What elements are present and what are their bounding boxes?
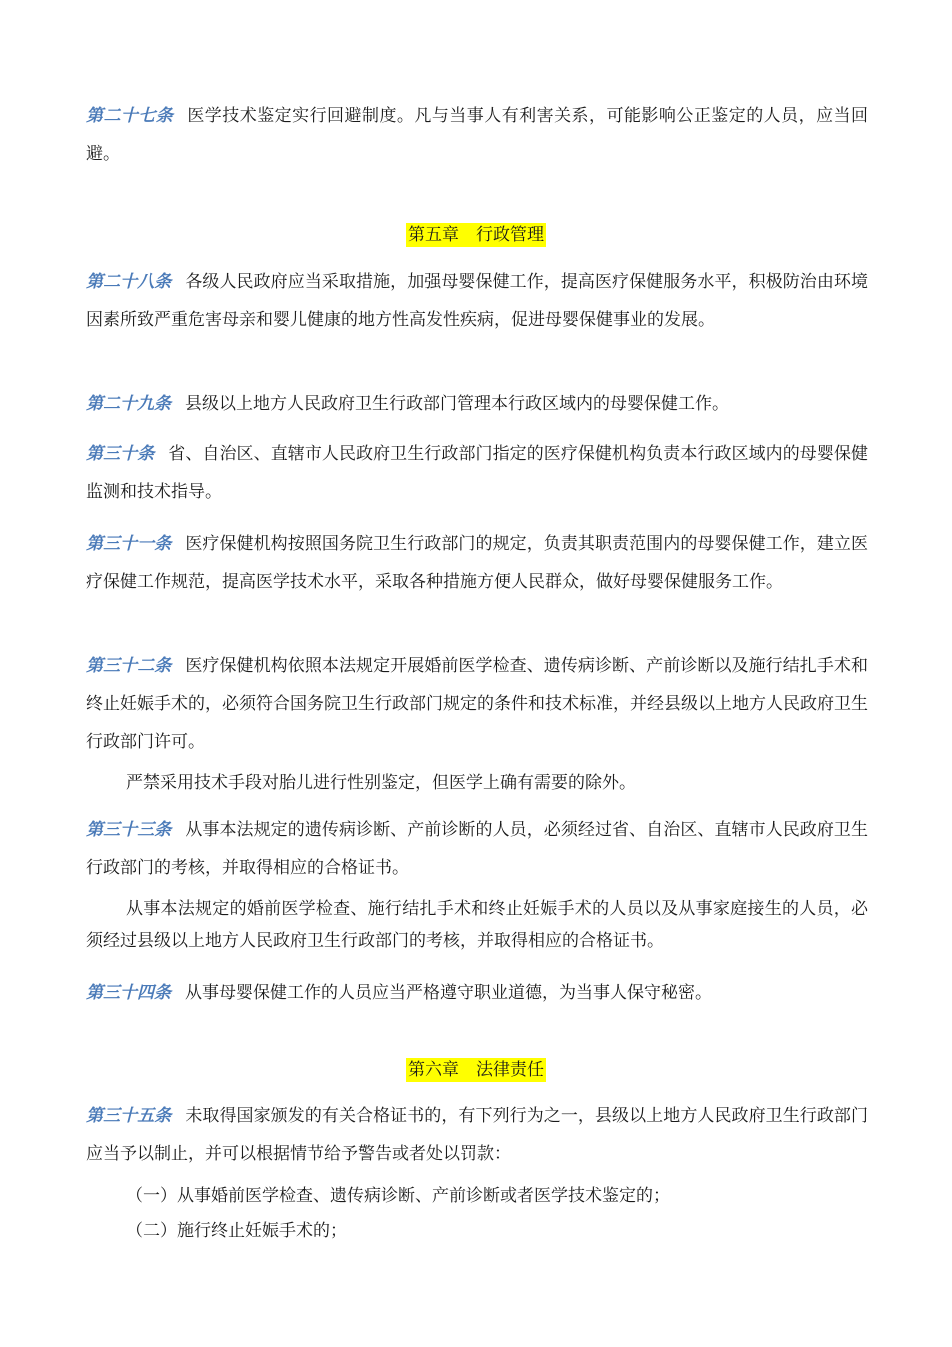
- chapter-heading-6: [0, 1057, 952, 1083]
- article-number: 第二十九条: [86, 394, 171, 414]
- article-35: [86, 1097, 868, 1173]
- article-text: 医学技术鉴定实行回避制度。凡与当事人有利害关系，可能影响公正鉴定的人员，应当回避。: [86, 106, 869, 164]
- article-32-paragraph-2: 严禁采用技术手段对胎儿进行性别鉴定，但医学上确有需要的除外。: [126, 773, 636, 793]
- article-33: [86, 811, 868, 887]
- article-32: [86, 647, 868, 761]
- article-35-item-2: （二）施行终止妊娠手术的；: [126, 1221, 347, 1241]
- article-number: 第三十五条: [86, 1106, 172, 1126]
- chapter-title: 第五章 行政管理: [408, 225, 544, 245]
- article-number: 第三十条: [86, 444, 155, 464]
- article-text: 县级以上地方人民政府卫生行政部门管理本行政区域内的母婴保健工作。: [185, 394, 729, 414]
- article-text: 医疗保健机构依照本法规定开展婚前医学检查、遗传病诊断、产前诊断以及施行结扎手术和终止妊娠手术的，必须符合国务院卫生行政部门规定的条件和技术标准，并经县级以上地方人民政府卫生行政部门许可。: [86, 656, 869, 752]
- article-text: 省、自治区、直辖市人民政府卫生行政部门指定的医疗保健机构负责本行政区域内的母婴保健监测和技术指导。: [86, 444, 869, 502]
- article-text: 医疗保健机构按照国务院卫生行政部门的规定，负责其职责范围内的母婴保健工作，建立医疗保健工作规范，提高医学技术水平，采取各种措施方便人民群众，做好母婴保健服务工作。: [86, 534, 869, 592]
- article-34: [86, 974, 868, 1012]
- chapter-title: 第六章 法律责任: [408, 1060, 544, 1080]
- article-35-item-1: （一）从事婚前医学检查、遗传病诊断、产前诊断或者医学技术鉴定的；: [126, 1186, 670, 1206]
- article-text: 从事母婴保健工作的人员应当严格遵守职业道德，为当事人保守秘密。: [185, 983, 712, 1003]
- article-31: [86, 525, 868, 601]
- article-number: 第三十二条: [86, 656, 172, 676]
- article-text: 各级人民政府应当采取措施，加强母婴保健工作，提高医疗保健服务水平，积极防治由环境因素所致严重危害母亲和婴儿健康的地方性高发性疾病，促进母婴保健事业的发展。: [86, 272, 869, 330]
- article-27: [86, 97, 868, 173]
- article-number: 第三十一条: [86, 534, 172, 554]
- article-number: 第二十八条: [86, 272, 172, 292]
- article-28: [86, 263, 868, 339]
- article-33-paragraph-2: 从事本法规定的婚前医学检查、施行结扎手术和终止妊娠手术的人员以及从事家庭接生的人员，必须经过县级以上地方人民政府卫生行政部门的考核，并取得相应的合格证书。: [86, 899, 868, 951]
- chapter-heading-5: [0, 222, 952, 248]
- article-text: 从事本法规定的遗传病诊断、产前诊断的人员，必须经过省、自治区、直辖市人民政府卫生行政部门的考核，并取得相应的合格证书。: [86, 820, 869, 878]
- article-30: [86, 435, 868, 511]
- article-text: 未取得国家颁发的有关合格证书的，有下列行为之一，县级以上地方人民政府卫生行政部门应当予以制止，并可以根据情节给予警告或者处以罚款：: [86, 1106, 869, 1164]
- article-number: 第二十七条: [86, 106, 174, 126]
- article-number: 第三十四条: [86, 983, 171, 1003]
- article-number: 第三十三条: [86, 820, 172, 840]
- article-29: [86, 385, 868, 423]
